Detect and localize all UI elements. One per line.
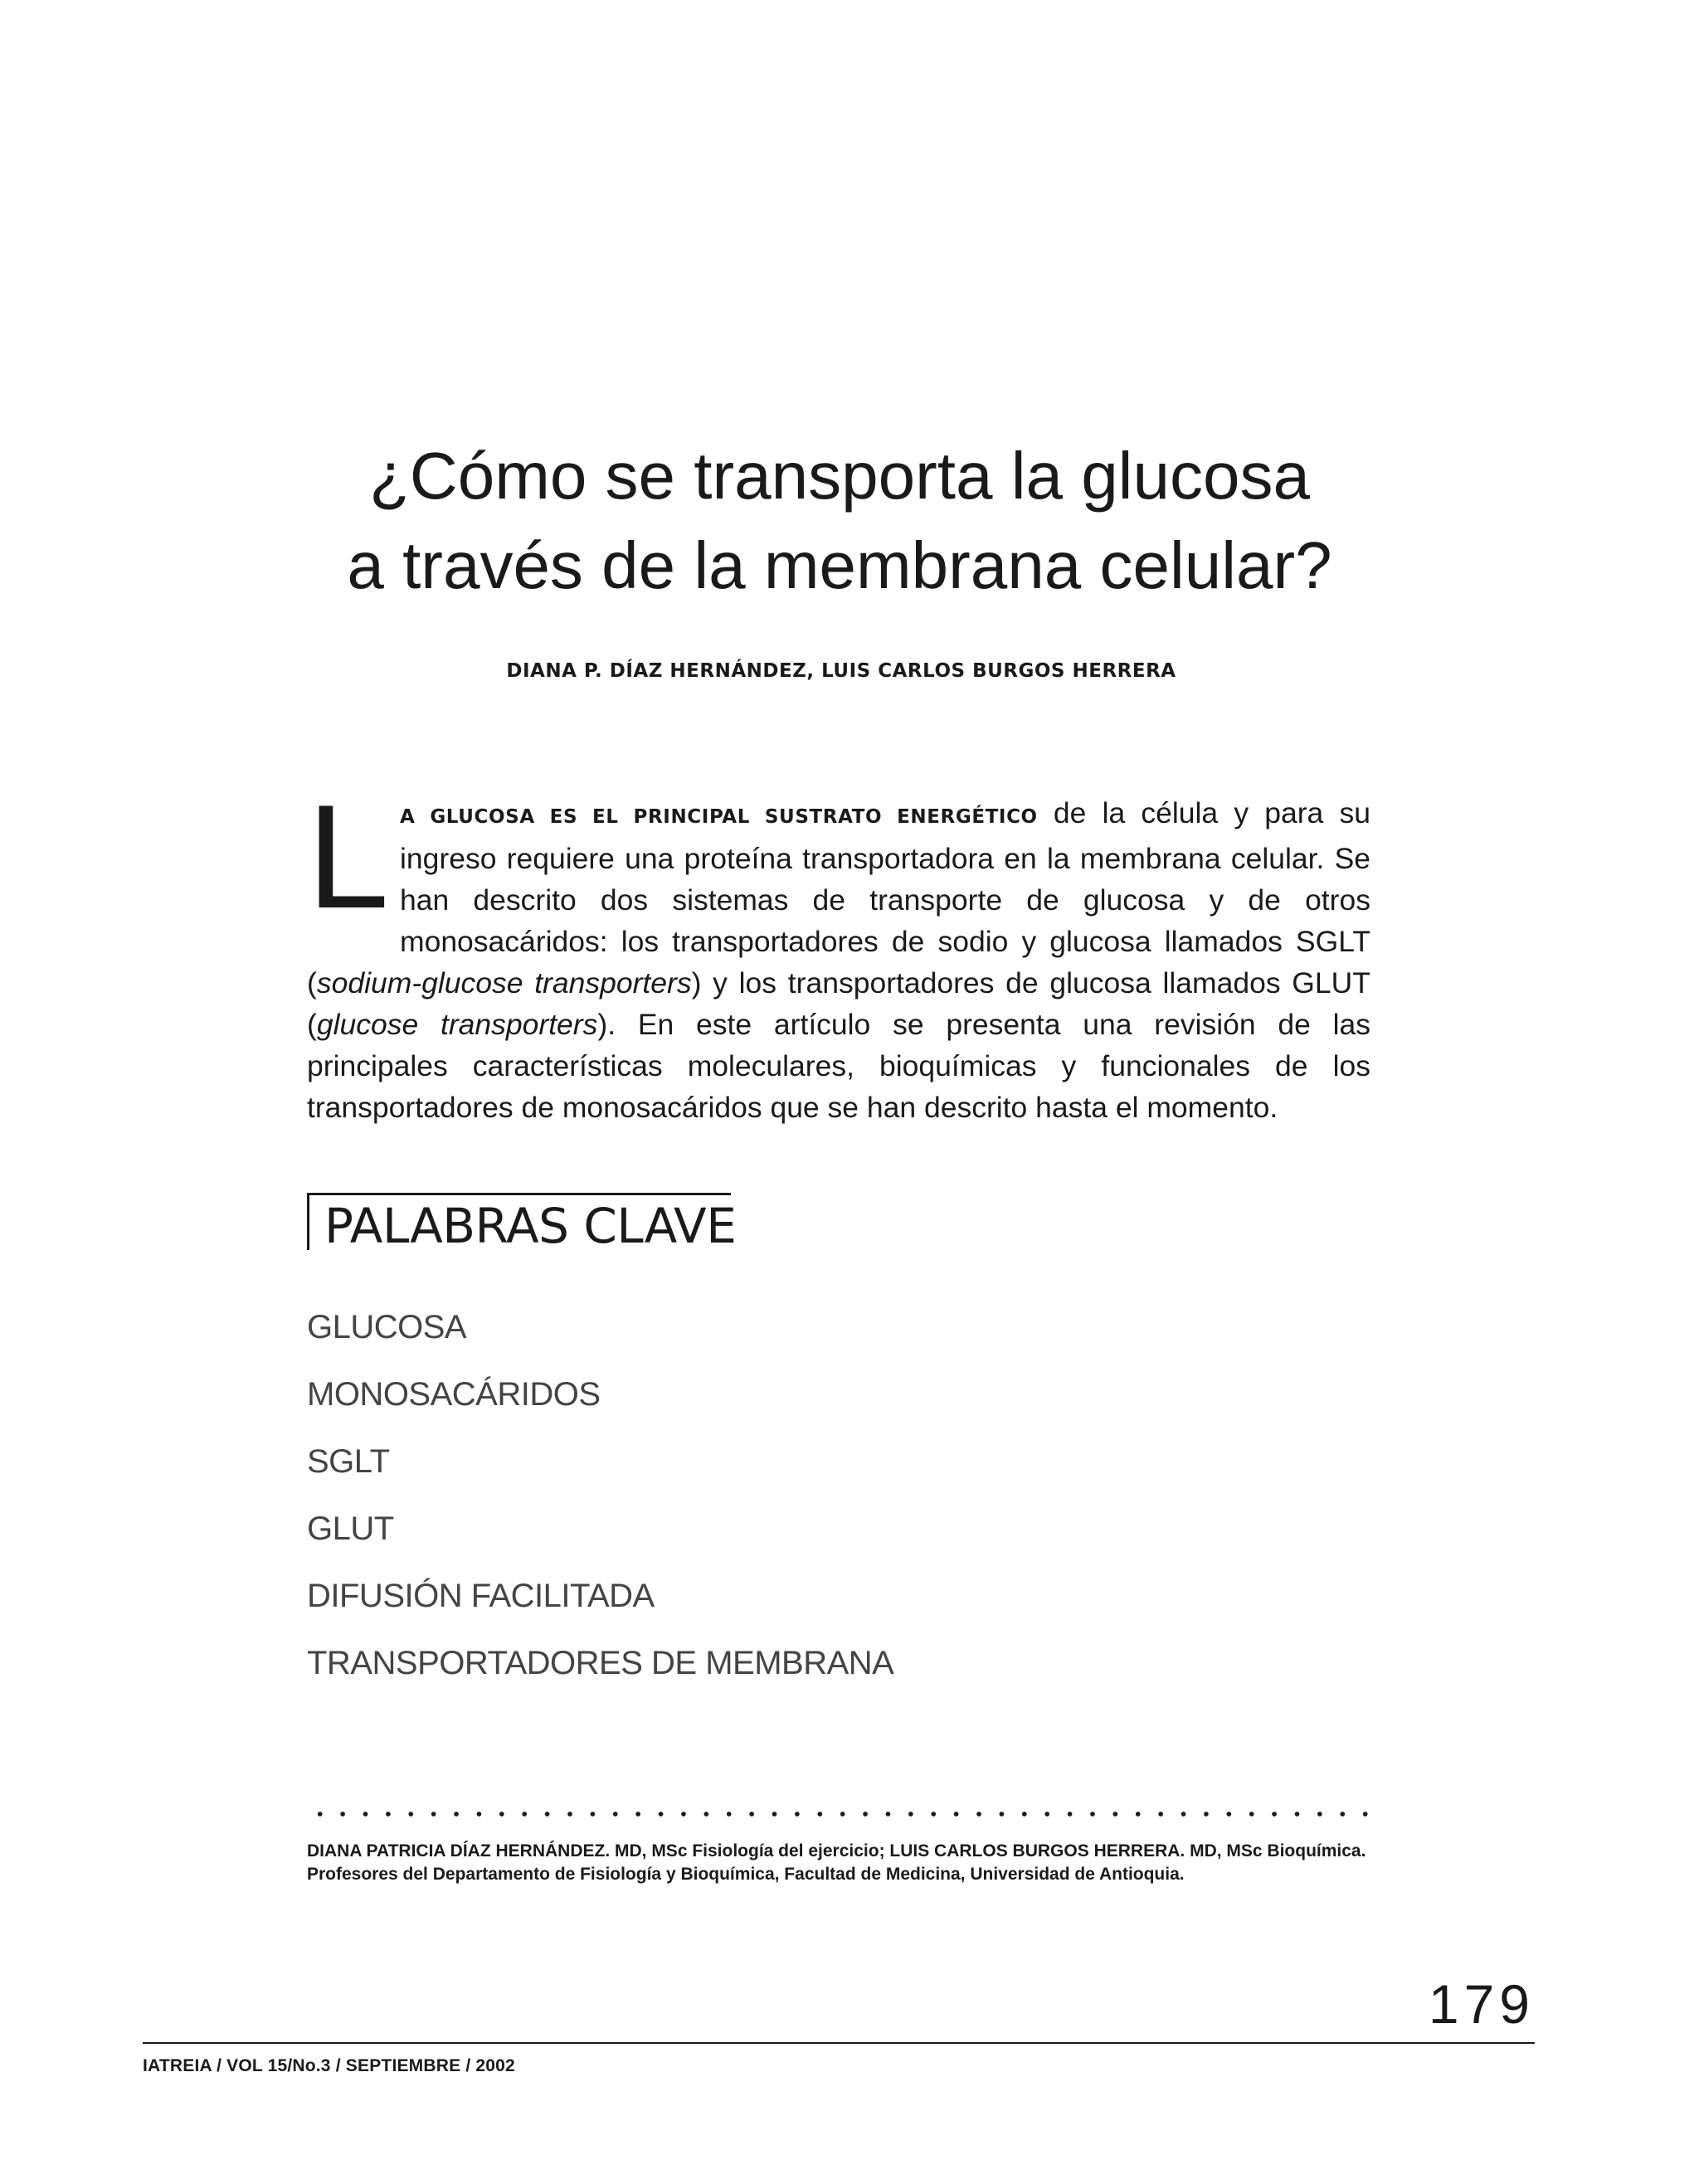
keyword-item: GLUCOSA bbox=[307, 1309, 467, 1345]
keywords-heading-frame bbox=[307, 1193, 737, 1254]
keyword-item: TRANSPORTADORES DE MEMBRANA bbox=[307, 1645, 894, 1681]
abstract-text-2: ) y los transportadores de glucosa llamados GLUT ( bbox=[307, 966, 1370, 1041]
keywords-heading: PALABRAS CLAVE bbox=[324, 1198, 737, 1254]
abstract-paragraph bbox=[307, 774, 1370, 1128]
keyword-item: SGLT bbox=[307, 1443, 390, 1480]
abstract-text-1: de la célula y para su ingreso requiere una proteína transportadora en la membrana celular. Se han descrito dos sistemas de transporte de glucosa y de otros monosacáridos: los transportadores de sodio y glucosa llamados SGLT ( bbox=[307, 796, 1370, 1000]
abstract-italic-1: sodium-glucose transporters bbox=[316, 966, 692, 1000]
keywords-list bbox=[307, 1294, 893, 1697]
abstract-text-3: ). En este artículo se presenta una revisión de las principales características moleculares, bioquímicas y funcionales de los transportadores de monosacáridos que se han descrito hasta el momento. bbox=[307, 1008, 1370, 1124]
abstract bbox=[307, 774, 1370, 1128]
author-affiliation bbox=[307, 1840, 1385, 1886]
journal-footer: IATREIA / VOL 15/No.3 / SEPTIEMBRE / 2002 bbox=[143, 2056, 515, 2075]
abstract-italic-2: glucose transporters bbox=[316, 1008, 598, 1041]
article-title-line-2: a través de la membrana celular? bbox=[347, 528, 1332, 602]
drop-cap: L bbox=[307, 774, 389, 939]
footer-rule bbox=[143, 2042, 1535, 2044]
author-byline bbox=[0, 660, 1699, 682]
dotted-separator bbox=[309, 1811, 1379, 1817]
keyword-item: MONOSACÁRIDOS bbox=[307, 1376, 601, 1413]
keyword-item: DIFUSIÓN FACILITADA bbox=[307, 1578, 655, 1614]
article-title bbox=[0, 431, 1699, 610]
page-number: 179 bbox=[1428, 1973, 1535, 2035]
article-title-line-1: ¿Cómo se transporta la glucosa bbox=[369, 439, 1310, 513]
affiliation-line-1: DIANA PATRICIA DÍAZ HERNÁNDEZ. MD, MSc Fisiología del ejercicio; LUIS CARLOS BURGOS HERRERA. MD, MSc Bioquímica. bbox=[307, 1841, 1366, 1861]
author-names: DIANA P. DÍAZ HERNÁNDEZ, LUIS CARLOS BURGOS HERRERA bbox=[506, 660, 1176, 682]
affiliation-line-2: Profesores del Departamento de Fisiología y Bioquímica, Facultad de Medicina, Universidad de Antioquia. bbox=[307, 1865, 1185, 1884]
keyword-item: GLUT bbox=[307, 1510, 394, 1547]
abstract-lead-in: A GLUCOSA ES EL PRINCIPAL SUSTRATO ENERGÉTICO bbox=[400, 806, 1038, 828]
